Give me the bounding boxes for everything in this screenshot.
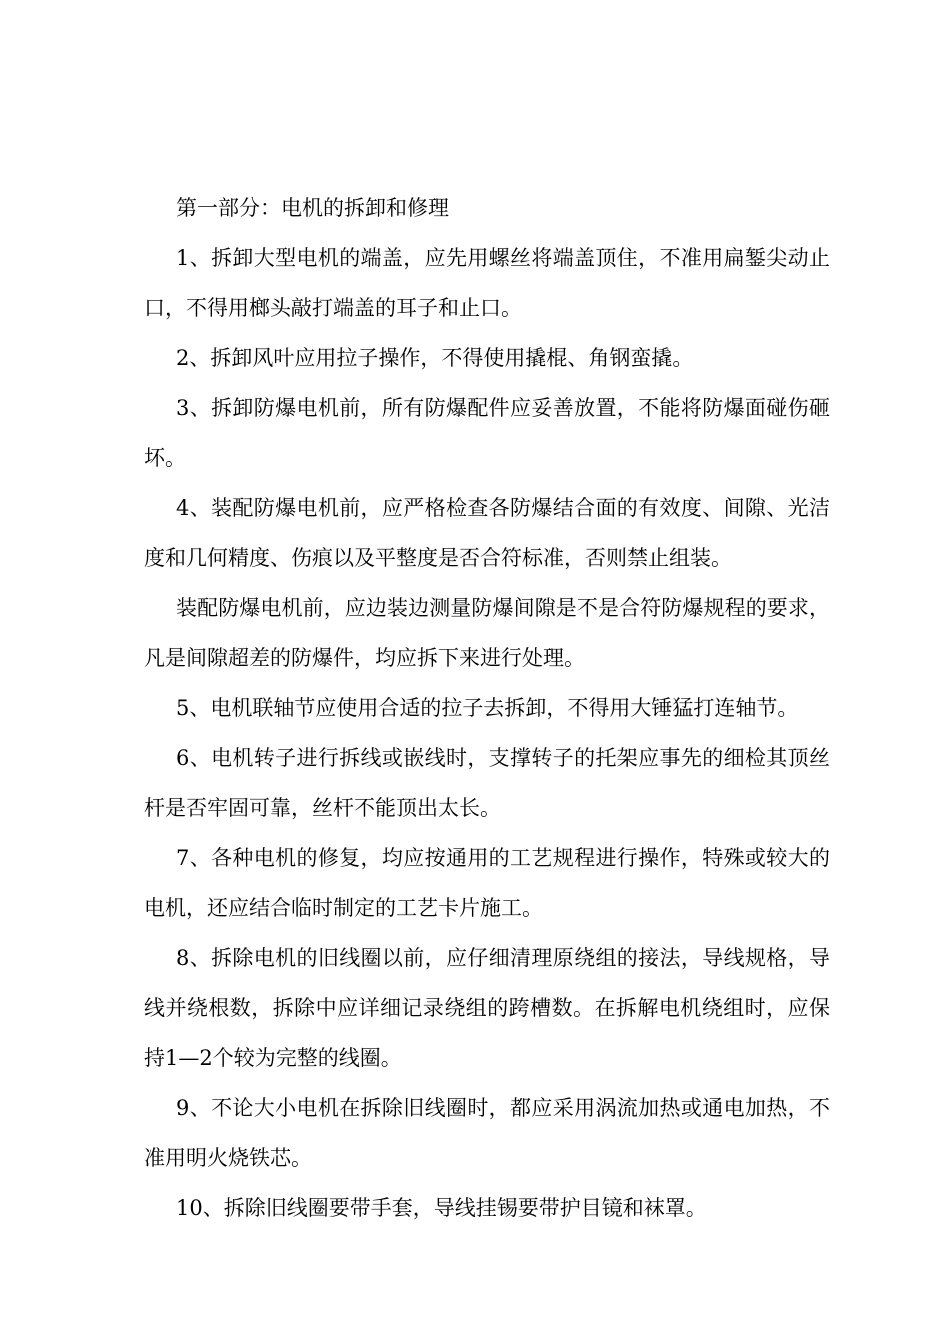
- paragraph-8: 8、拆除电机的旧线圈以前，应仔细清理原绕组的接法，导线规格，导线并绕根数，拆除中应详细记录绕组的跨槽数。在拆解电机绕组时，应保持1—2个较为完整的线圈。: [144, 946, 830, 1070]
- paragraph-5: 5、电机联轴节应使用合适的拉子去拆卸，不得用大锤猛打连轴节。: [176, 696, 799, 720]
- paragraph-6: 6、电机转子进行拆线或嵌线时，支撑转子的托架应事先的细检其顶丝杆是否牢固可靠，丝杆不能顶出太长。: [144, 746, 830, 820]
- paragraph-7: 7、各种电机的修复，均应按通用的工艺规程进行操作，特殊或较大的电机，还应结合临时制定的工艺卡片施工。: [144, 846, 830, 920]
- paragraph-10: 10、拆除旧线圈要带手套，导线挂锡要带护目镜和袜罩。: [176, 1196, 707, 1220]
- paragraph-3: 3、拆卸防爆电机前，所有防爆配件应妥善放置，不能将防爆面碰伤砸坏。: [144, 396, 830, 470]
- paragraph-4-continued: 装配防爆电机前，应边装边测量防爆间隙是不是合符防爆规程的要求，凡是间隙超差的防爆件，均应拆下来进行处理。: [144, 596, 830, 670]
- paragraph-4: 4、装配防爆电机前，应严格检查各防爆结合面的有效度、间隙、光洁度和几何精度、伤痕以及平整度是否合符标准，否则禁止组装。: [144, 496, 830, 570]
- document-body: [144, 183, 830, 1233]
- section-title: 第一部分：电机的拆卸和修理: [176, 196, 449, 220]
- paragraph-9: 9、不论大小电机在拆除旧线圈时，都应采用涡流加热或通电加热，不准用明火烧铁芯。: [144, 1096, 830, 1170]
- paragraph-2: 2、拆卸风叶应用拉子操作，不得使用撬棍、角钢蛮撬。: [176, 346, 694, 370]
- paragraph-1: 1、拆卸大型电机的端盖，应先用螺丝将端盖顶住，不准用扁錾尖动止口，不得用榔头敲打端盖的耳子和止口。: [144, 246, 830, 320]
